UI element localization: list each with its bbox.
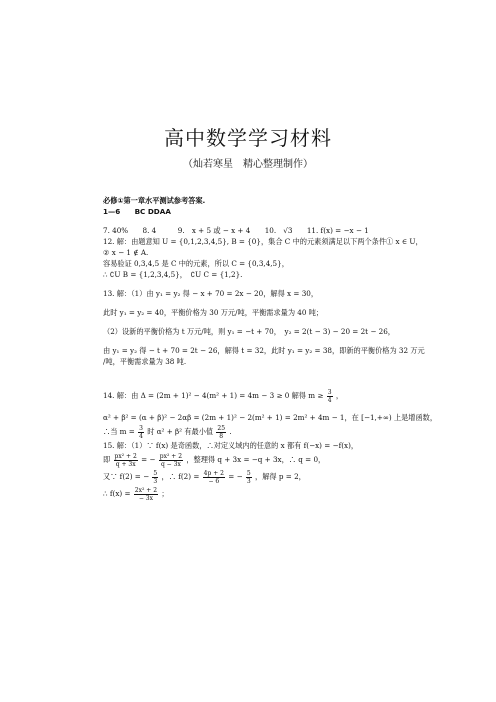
fraction: $\frac{5}{3}$ bbox=[246, 469, 251, 485]
q13-line-2: 此时 y₁ = y₂ = 40，平衡价格为 30 万元/吨，平衡需求量为 40 吨； bbox=[103, 308, 324, 317]
fraction: $\frac{\text{2x² + 2}}{- 3x}$ bbox=[134, 486, 158, 502]
fraction: $\frac{3}{4}$ bbox=[139, 424, 143, 440]
q12-line-3: 容易验证 0,3,4,5 是 C 中的元素，所以 C = {0,3,4,5}， bbox=[103, 259, 289, 268]
q13-line-4: 由 y₁ = y₂ 得 − t + 70 = 2t − 26，解得 t = 32，此时 y₁ = y₂ = 38，即新的平衡价格为 32 万元 bbox=[103, 346, 425, 355]
q13-line-5: /吨，平衡需求量为 38 吨. bbox=[103, 357, 187, 366]
q13-line-3: （2）设新的平衡价格为 t 万元/吨，则 y₁ = −t + 70， y₂ = 2(t − 3) − 20 = 2t − 26， bbox=[103, 327, 395, 336]
fraction: $\frac{3}{4}$ bbox=[327, 388, 332, 404]
answer-body bbox=[103, 195, 438, 502]
q14-line-3: ∴当 m = $\frac{3}{4}$ 时 α² + β² 有最小值 $\frac{25}{8}$ . bbox=[103, 424, 232, 440]
q12-line-2: ② x − 1 ∉ A. bbox=[103, 248, 149, 257]
fraction: $\frac{4p + 2}{- 6}$ bbox=[203, 469, 224, 485]
fraction: $\frac{5}{3}$ bbox=[153, 469, 158, 485]
q15-line-3: 又∵ f(2) = − $\frac{5}{3}$ ，∴ f(2) = $\frac{4p + 2}{- 6}$ = − $\frac{5}{3}$ ，解得 p = 2， bbox=[103, 469, 306, 485]
q13-line-1: 13. 解：（1）由 y₁ = y₂ 得 − x + 70 = 2x − 20，解得 x = 30， bbox=[103, 289, 319, 298]
page-title: 高中数学学习材料 bbox=[164, 126, 332, 150]
page-subtitle: （灿若寒星 精心整理制作） bbox=[183, 159, 313, 170]
q15-line-2: 即 $\frac{\text{px² + 2}}{q + 3x}$ = − $\frac{\text{px² + 2}}{q - 3x}$ ，整理得 q + 3x = −q + 3x，∴ q = 0， bbox=[103, 452, 326, 468]
q12-line-1: 12. 解：由题意知 U = {0,1,2,3,4,5}, B = {0}，集合 C 中的元素须满足以下两个条件① x ∈ U， bbox=[103, 237, 423, 246]
fraction: $\frac{25}{8}$ bbox=[217, 424, 226, 440]
q15-line-4: ∴ f(x) = $\frac{\text{2x² + 2}}{- 3x}$ ； bbox=[103, 486, 169, 502]
q15-line-1: 15. 解：（1）∵ f(x) 是奇函数，∴对定义域内的任意的 x 都有 f(−x) = −f(x)， bbox=[103, 441, 359, 450]
fraction: $\frac{\text{px² + 2}}{q - 3x}$ bbox=[159, 452, 183, 468]
answer-heading: 必修①第一章水平测试参考答案. bbox=[103, 196, 206, 205]
fraction: $\frac{\text{px² + 2}}{q + 3x}$ bbox=[114, 452, 137, 468]
answers-1-6: 1—6 BC DDAA bbox=[103, 207, 171, 216]
answers-7-11: 7. 40% 8. 4 9. x + 5 或 − x + 4 10. √3 11. f(x) = −x − 1 bbox=[103, 226, 369, 235]
q14-line-2: α² + β² = (α + β)² − 2αβ = (2m + 1)² − 2(m² + 1) = 2m² + 4m − 1，在 [−1,+∞) 上是增函数， bbox=[103, 413, 438, 422]
q12-line-4: ∴ ∁U B = {1,2,3,4,5}， ∁U C = {1,2}. bbox=[103, 270, 243, 279]
q14-line-1: 14. 解：由 Δ = (2m + 1)² − 4(m² + 1) = 4m − 3 ≥ 0 解得 m ≥ $\frac{3}{4}$ ， bbox=[103, 388, 344, 404]
